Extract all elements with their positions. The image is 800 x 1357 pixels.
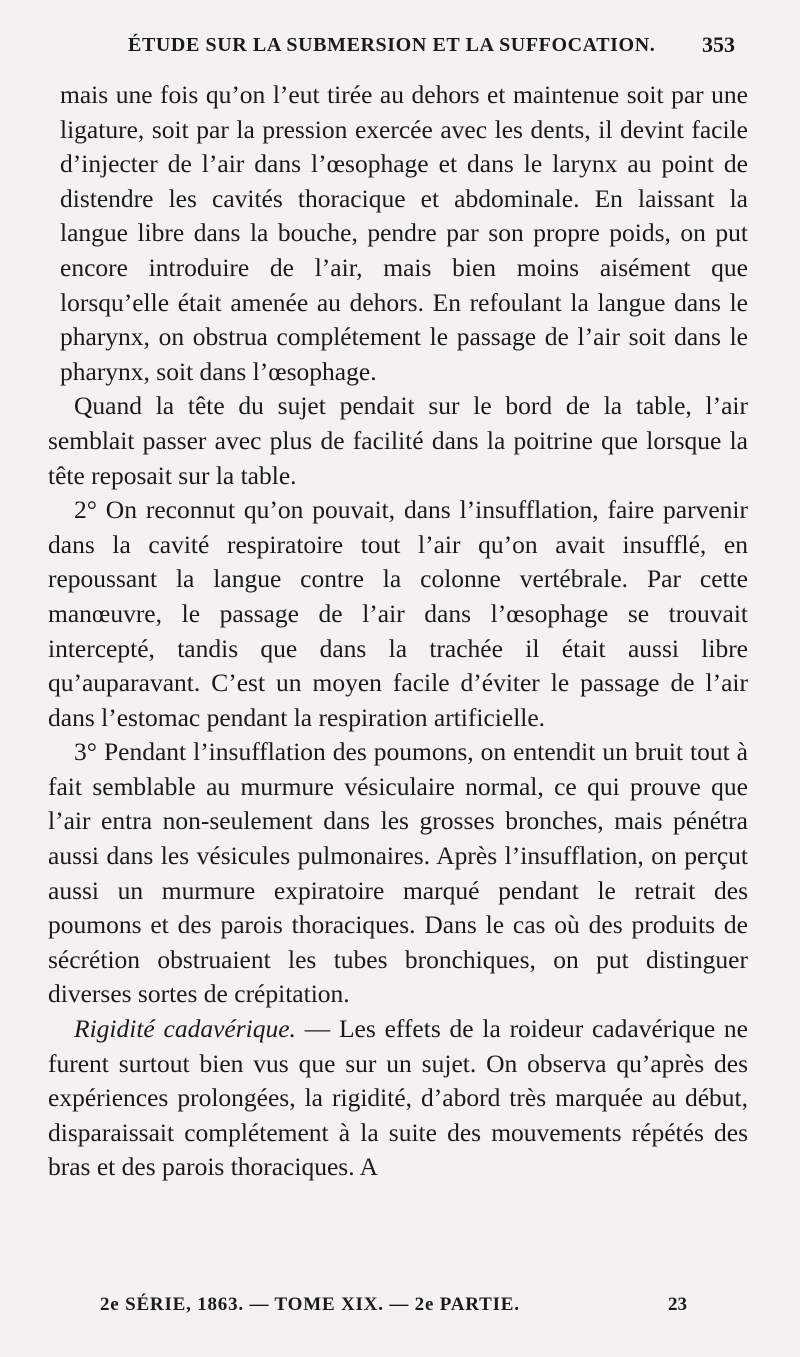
page-body xyxy=(48,78,748,1185)
paragraph-rigidite xyxy=(48,1012,748,1185)
paragraph-point-2: 2° On reconnut qu’on pouvait, dans l’insufflation, faire parvenir dans la cavité respiratoire tout l’air qu’on avait insufflé, en repoussant la langue contre la colonne vertébrale. Par cette manœuvre, le passage de l’air dans l’œsophage se trouvait intercepté, tandis que dans la trachée il était aussi libre qu’auparavant. C’est un moyen facile d’éviter le passage de l’air dans l’estomac pendant la respiration artificielle. xyxy=(48,495,748,732)
paragraph: Quand la tête du sujet pendait sur le bord de la table, l’air semblait passer avec plus de facilité dans la poitrine que lorsque la tête reposait sur la table. xyxy=(48,391,748,490)
running-header xyxy=(0,34,800,64)
page-number: 353 xyxy=(702,32,735,57)
paragraph-continued: mais une fois qu’on l’eut tirée au dehors et maintenue soit par une ligature, soit par la pression exercée avec les dents, il devint facile d’injecter de l’air dans l’œsophage et dans le larynx au point de distendre les cavités thoracique et abdominale. En laissant la langue libre dans la bouche, pendre par son propre poids, on put encore introduire de l’air, mais bien moins aisément que lorsqu’elle était amenée au dehors. En refoulant la langue dans le pharynx, on obstrua complétement le passage de l’air soit dans le pharynx, soit dans l’œsophage. xyxy=(60,80,748,386)
printer-signature xyxy=(0,1294,800,1324)
signature-line: 2e SÉRIE, 1863. — TOME XIX. — 2e PARTIE. xyxy=(100,1294,520,1315)
section-heading-italic: Rigidité cadavérique. xyxy=(74,1014,296,1044)
paragraph-text: — Les effets de la roideur cadavérique ne furent surtout bien vus que sur un sujet. On observa qu’après des expériences prolongées, la rigidité, d’abord très marquée au début, disparaissait complétement à la suite des mouvements répétés des bras et des parois thoraciques. A xyxy=(48,1014,748,1182)
paragraph-point-3: 3° Pendant l’insufflation des poumons, on entendit un bruit tout à fait semblable au murmure vésiculaire normal, ce qui prouve que l’air entra non-seulement dans les grosses bronches, mais pénétra aussi dans les vésicules pulmonaires. Après l’insufflation, on perçut aussi un murmure expiratoire marqué pendant le retrait des poumons et des parois thoraciques. Dans le cas où des produits de sécrétion obstruaient les tubes bronchiques, on put distinguer diverses sortes de crépitation. xyxy=(48,737,748,1009)
running-title: ÉTUDE SUR LA SUBMERSION ET LA SUFFOCATION. xyxy=(128,34,656,56)
signature-number: 23 xyxy=(668,1294,687,1315)
